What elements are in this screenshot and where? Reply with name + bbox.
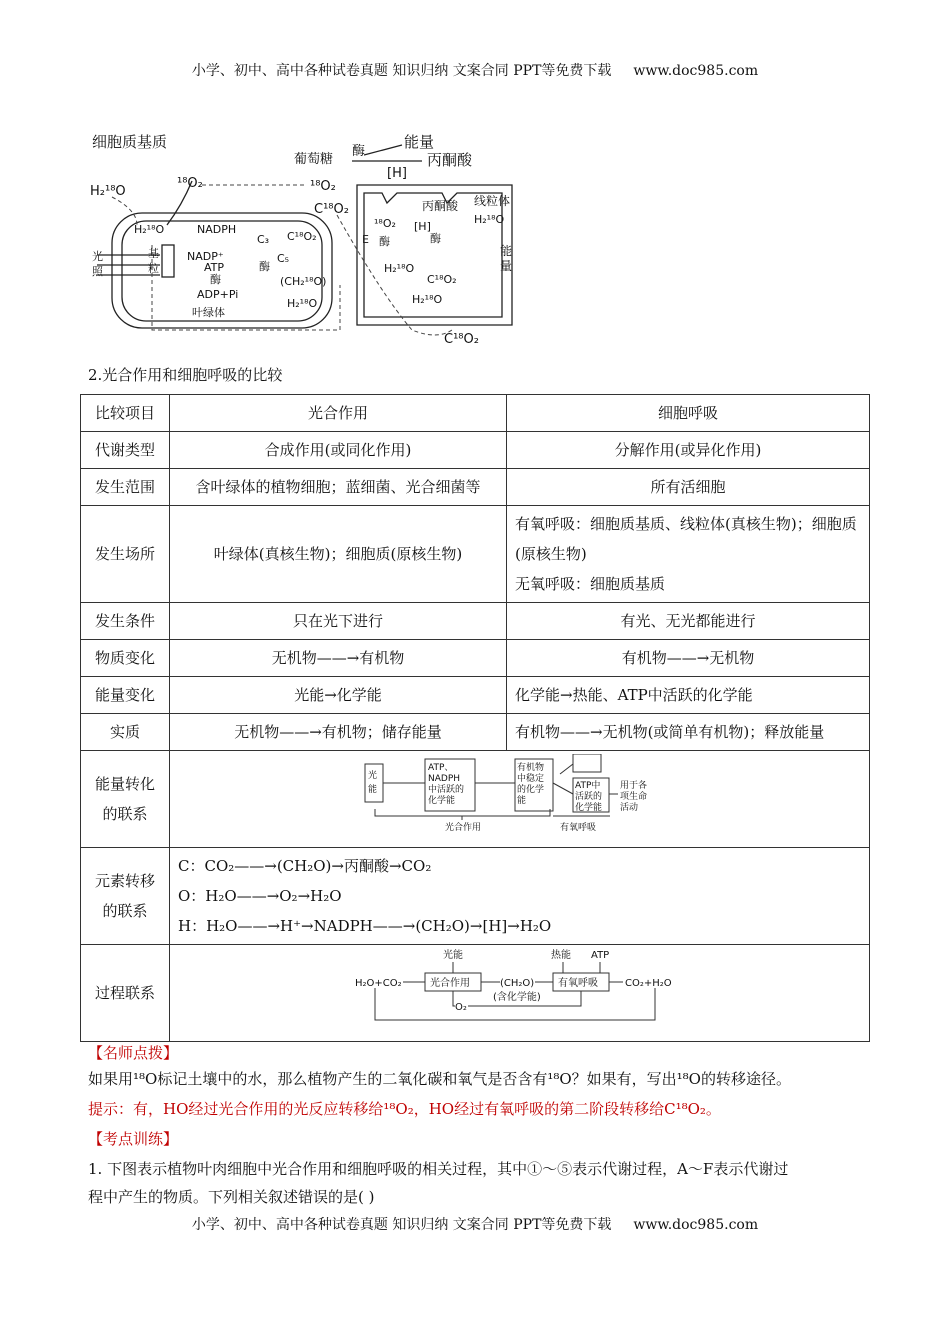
- metabolism-diagram: [82, 125, 522, 350]
- table-row: [81, 945, 870, 1042]
- element-line: H：H₂O——→H⁺→NADPH——→(CH₂O)→[H]→H₂O: [178, 917, 552, 935]
- train-title: 【考点训练】: [88, 1130, 179, 1148]
- photo-cell: 叶绿体(真核生物)；细胞质(原核生物): [170, 506, 507, 603]
- e-label: E: [362, 233, 369, 246]
- h-label: [H]: [387, 166, 407, 181]
- header-cell: 细胞呼吸: [507, 395, 870, 432]
- photo-cell: 只在光下进行: [170, 603, 507, 640]
- header-cell: 光合作用: [170, 395, 507, 432]
- row-label: 代谢类型: [81, 432, 170, 469]
- resp-cell: 有氧呼吸：细胞质基质、线粒体(真核生物)；细胞质(原核生物) 无氧呼吸：细胞质基质: [507, 506, 870, 603]
- co2-label: C¹⁸O₂: [314, 202, 349, 217]
- b3-line: 能: [516, 796, 526, 806]
- cytoplasm-label: 细胞质基质: [92, 133, 168, 151]
- p1-label: 光合作用: [429, 978, 470, 989]
- light-energy: 光能: [442, 950, 463, 961]
- atp-label: ATP: [590, 950, 609, 961]
- co2-out: C¹⁸O₂: [444, 332, 479, 347]
- resp-cell: 有机物——→无机物: [507, 640, 870, 677]
- header-text: 小学、初中、高中各种试卷真题 知识归纳 文案合同 PPT等免费下载: [191, 63, 612, 79]
- h2o-out: H₂¹⁸O: [287, 297, 318, 310]
- row-label: 能量变化: [81, 677, 170, 714]
- table-row: [81, 603, 870, 640]
- table-row: [81, 506, 870, 603]
- question-line-1: 1. 下图表示植物叶肉细胞中光合作用和细胞呼吸的相关过程，其中①～⑤表示代谢过程，A～F表示代谢过: [88, 1160, 789, 1178]
- row-label: 实质: [81, 714, 170, 751]
- light-label: 光: [92, 250, 103, 263]
- section-title: 2.光合作用和细胞呼吸的比较: [88, 366, 283, 384]
- b2-line: 化学能: [427, 796, 455, 806]
- footer-url[interactable]: www.doc985.com: [633, 1217, 759, 1233]
- l2-label: 有氧呼吸: [559, 823, 596, 833]
- l1-label: 光合作用: [444, 823, 481, 833]
- table-row: [81, 469, 870, 506]
- co2-inner: C¹⁸O₂: [427, 273, 457, 286]
- comparison-table: [80, 394, 870, 1042]
- chloroplast-label: 叶绿体: [192, 306, 225, 319]
- heat-label: 热能: [550, 950, 571, 961]
- photo-cell: 光能→化学能: [170, 677, 507, 714]
- o2-label: ¹⁸O₂: [177, 176, 203, 191]
- resp-cell: 有光、无光都能进行: [507, 603, 870, 640]
- b5-line: 活跃的: [574, 792, 602, 802]
- table-row: [81, 640, 870, 677]
- table-row: [81, 432, 870, 469]
- element-cell: [170, 848, 870, 945]
- row-label: 物质变化: [81, 640, 170, 677]
- h2o-label: H₂¹⁸O: [90, 184, 126, 199]
- o2-label-2: ¹⁸O₂: [310, 179, 336, 194]
- enzyme-5: 酶: [430, 232, 441, 245]
- row-label: 发生范围: [81, 469, 170, 506]
- p2-label: 有氧呼吸: [557, 978, 598, 989]
- footer-text: 小学、初中、高中各种试卷真题 知识归纳 文案合同 PPT等免费下载: [191, 1217, 612, 1233]
- grana-label: 基: [148, 247, 159, 260]
- b1-line: 能: [367, 785, 377, 795]
- row-label: 能量转化的联系: [81, 751, 170, 848]
- process-diagram: [355, 948, 685, 1028]
- b6-line: 活动: [619, 803, 638, 813]
- c5-label: C₅: [277, 252, 290, 265]
- page-footer: [0, 1214, 950, 1234]
- ch2o-label: (CH₂¹⁸O): [280, 275, 327, 288]
- mid2-label: (含化学能): [492, 992, 541, 1003]
- photo-cell: 合成作用(或同化作用): [170, 432, 507, 469]
- b6-line: 用于各: [619, 781, 647, 791]
- b2-line: 中活跃的: [427, 785, 464, 795]
- co2-in: C¹⁸O₂: [287, 230, 317, 243]
- photo-cell: 无机物——→有机物；储存能量: [170, 714, 507, 751]
- h-inner: [H]: [414, 220, 431, 233]
- resp-cell: 有机物——→无机物(或简单有机物)；释放能量: [507, 714, 870, 751]
- nadph-label: NADPH: [197, 223, 237, 236]
- question-line-2: 程中产生的物质。下列相关叙述错误的是( ): [88, 1188, 375, 1206]
- row-label: 元素转移的联系: [81, 848, 170, 945]
- grana-label-2: 粒: [148, 262, 159, 275]
- energy-inner-1: 能: [500, 244, 513, 258]
- nadp-label: NADP⁺: [187, 250, 224, 263]
- enzyme-3: 酶: [259, 260, 270, 273]
- h2o-inner: H₂¹⁸O: [474, 213, 505, 226]
- tip-title: 【名师点拨】: [88, 1044, 179, 1062]
- b1-line: 光: [367, 771, 377, 781]
- h2o-inner-2: H₂¹⁸O: [384, 262, 415, 275]
- b3-line: 中稳定: [516, 774, 544, 784]
- c3-label: C₃: [257, 233, 270, 246]
- process-diagram-cell: [170, 945, 870, 1042]
- row-label: 发生场所: [81, 506, 170, 603]
- b2-line: NADPH: [427, 774, 460, 784]
- row-label: 发生条件: [81, 603, 170, 640]
- o2-inner: ¹⁸O₂: [374, 217, 396, 230]
- right-label: CO₂+H₂O: [624, 978, 672, 989]
- enzyme-4: 酶: [379, 235, 390, 248]
- row-label: 过程联系: [81, 945, 170, 1042]
- atp-label: ATP: [204, 261, 225, 274]
- mitochondria-label: 线粒体: [474, 194, 511, 208]
- resp-cell: 分解作用(或异化作用): [507, 432, 870, 469]
- tip-question: 如果用¹⁸O标记土壤中的水，那么植物产生的二氧化碳和氧气是否含有¹⁸O？如果有，写出¹⁸O的转移途径。: [88, 1070, 791, 1088]
- header-url[interactable]: www.doc985.com: [633, 63, 759, 79]
- o2-label: O₂: [454, 1002, 467, 1013]
- resp-cell: 所有活细胞: [507, 469, 870, 506]
- h2o-inner-3: H₂¹⁸O: [412, 293, 443, 306]
- mid-label: (CH₂O): [499, 978, 534, 989]
- table-header-row: [81, 395, 870, 432]
- table-row: [81, 751, 870, 848]
- element-line: O：H₂O——→O₂→H₂O: [178, 887, 342, 905]
- energy-diagram: [360, 754, 680, 834]
- tip-answer: 提示：有，HO经过光合作用的光反应转移给¹⁸O₂，HO经过有氧呼吸的第二阶段转移给C¹⁸O₂。: [88, 1100, 721, 1118]
- b5-line: 化学能: [574, 803, 602, 813]
- shine-label: 照: [92, 265, 103, 278]
- header-cell: 比较项目: [81, 395, 170, 432]
- pyruvate-label: 丙酮酸: [427, 151, 473, 169]
- b6-line: 项生命: [619, 792, 647, 802]
- pyruvate-inner: 丙酮酸: [422, 199, 459, 213]
- energy-inner-2: 量: [500, 259, 513, 273]
- photo-cell: 含叶绿体的植物细胞；蓝细菌、光合细菌等: [170, 469, 507, 506]
- resp-cell: 化学能→热能、ATP中活跃的化学能: [507, 677, 870, 714]
- left-label: H₂O+CO₂: [354, 978, 402, 989]
- energy-label: 能量: [404, 133, 435, 151]
- h2o-in: H₂¹⁸O: [134, 223, 165, 236]
- b5-line: ATP中: [574, 781, 600, 791]
- table-row: [81, 677, 870, 714]
- b3-line: 的化学: [516, 785, 544, 795]
- adp-label: ADP+Pi: [197, 288, 239, 301]
- photo-cell: 无机物——→有机物: [170, 640, 507, 677]
- energy-diagram-cell: [170, 751, 870, 848]
- glucose-label: 葡萄糖: [294, 152, 334, 167]
- element-line: C：CO₂——→(CH₂O)→丙酮酸→CO₂: [178, 857, 432, 875]
- table-row: [81, 848, 870, 945]
- b3-line: 有机物: [516, 763, 544, 773]
- page-header: [0, 60, 950, 80]
- b2-line: ATP、: [427, 763, 453, 773]
- enzyme-2: 酶: [210, 273, 221, 286]
- table-row: [81, 714, 870, 751]
- enzyme-label: 酶: [352, 144, 366, 159]
